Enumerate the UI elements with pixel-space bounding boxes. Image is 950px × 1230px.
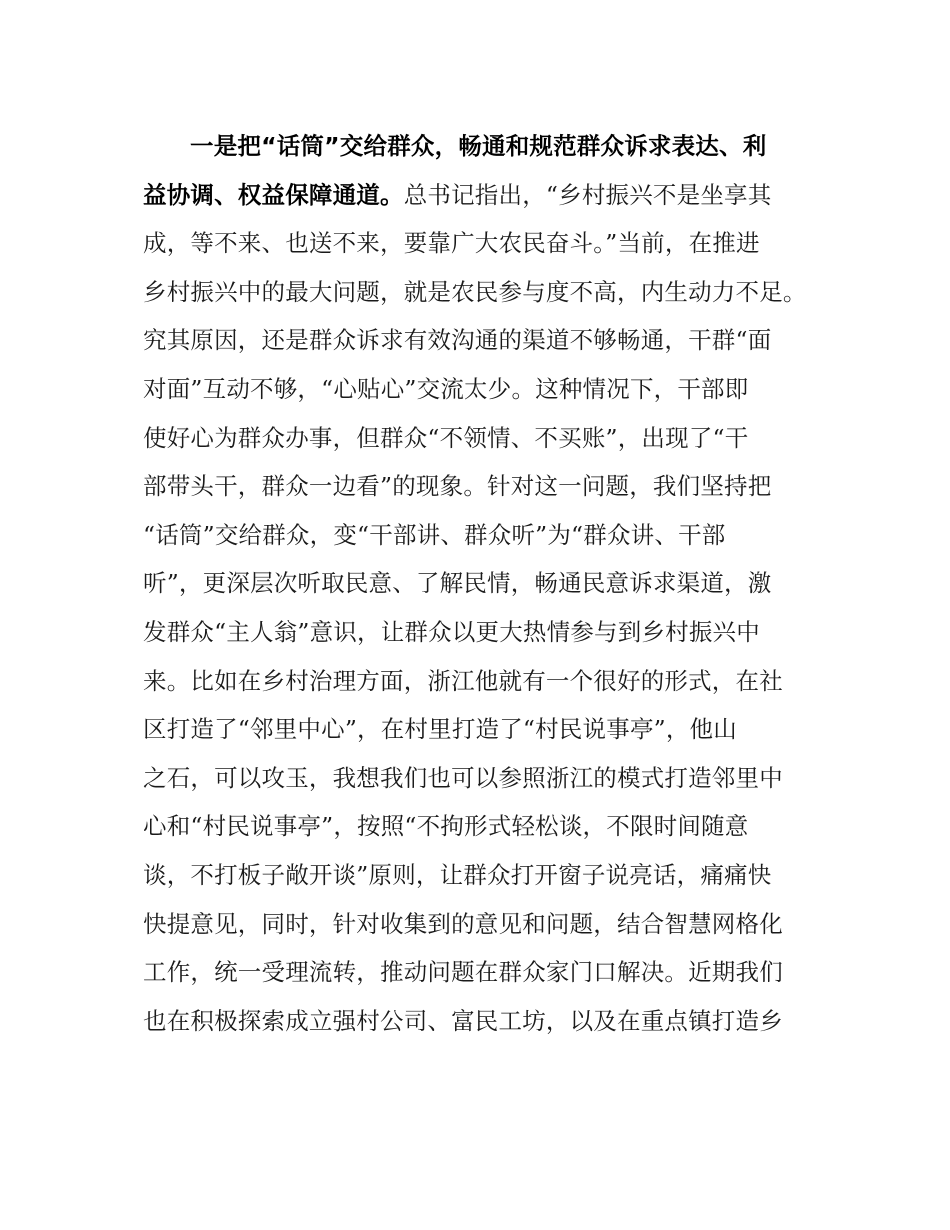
body-text: 快提意见，同时，针对收集到的意见和问题，结合智慧网格化 xyxy=(143,909,783,938)
body-text: 之石，可以攻玉，我想我们也可以参照浙江的模式打造邻里中 xyxy=(143,763,783,792)
body-text: 区打造了“邻里中心”，在村里打造了“村民说事亭”，他山 xyxy=(143,715,737,744)
paragraph-line xyxy=(143,705,843,754)
paragraph-line xyxy=(143,997,843,1046)
body-text: 成，等不来、也送不来，要靠广大农民奋斗。”当前，在推进 xyxy=(143,229,760,258)
body-text: 心和“村民说事亭”，按照“不拘形式轻松谈，不限时间随意 xyxy=(143,812,749,841)
body-text: 也在积极探索成立强村公司、富民工坊，以及在重点镇打造乡 xyxy=(143,1006,783,1035)
paragraph-line xyxy=(143,608,843,657)
body-text: 究其原因，还是群众诉求有效沟通的渠道不够畅通，干群“面 xyxy=(143,326,772,355)
body-text: 听”，更深层次听取民意、了解民情，畅通民意诉求渠道，激 xyxy=(143,569,772,598)
paragraph-line xyxy=(143,851,843,900)
body-text: 工作，统一受理流转，推动问题在群众家门口解决。近期我们 xyxy=(143,958,783,987)
paragraph-line xyxy=(143,365,843,414)
body-paragraph xyxy=(143,122,843,1045)
bold-heading-text: 益协调、权益保障通道。 xyxy=(143,180,404,209)
paragraph-line xyxy=(143,802,843,851)
body-text: 使好心为群众办事，但群众“不领情、不买账”，出现了“干 xyxy=(143,423,749,452)
body-text: 谈，不打板子敞开谈”原则，让群众打开窗子说亮话，痛痛快 xyxy=(143,860,772,889)
body-text: 对面”互动不够，“心贴心”交流太少。这种情况下，干部即 xyxy=(143,374,749,403)
paragraph-line xyxy=(143,268,843,317)
paragraph-line xyxy=(143,559,843,608)
paragraph-line xyxy=(143,657,843,706)
bold-heading-text: 一是把“话筒”交给群众，畅通和规范群众诉求表达、利 xyxy=(190,132,767,160)
body-text: 乡村振兴中的最大问题，就是农民参与度不高，内生动力不足。 xyxy=(143,277,807,306)
paragraph-line xyxy=(143,414,843,463)
paragraph-line xyxy=(143,754,843,803)
paragraph-line xyxy=(143,122,843,171)
body-text: “话筒”交给群众，变“干部讲、群众听”为“群众讲、干部 xyxy=(143,520,726,549)
paragraph-line xyxy=(143,316,843,365)
paragraph-line xyxy=(143,900,843,949)
body-text: 发群众“主人翁”意识，让群众以更大热情参与到乡村振兴中 xyxy=(143,617,760,646)
paragraph-line xyxy=(143,171,843,220)
paragraph-line xyxy=(143,219,843,268)
paragraph-line xyxy=(143,462,843,511)
paragraph-line xyxy=(143,511,843,560)
body-text: 来。比如在乡村治理方面，浙江他就有一个很好的形式，在社 xyxy=(143,666,783,695)
body-text: 部带头干，群众一边看”的现象。针对这一问题，我们坚持把 xyxy=(143,472,772,501)
body-text: 总书记指出，“乡村振兴不是坐享其 xyxy=(403,180,772,209)
paragraph-line xyxy=(143,948,843,997)
